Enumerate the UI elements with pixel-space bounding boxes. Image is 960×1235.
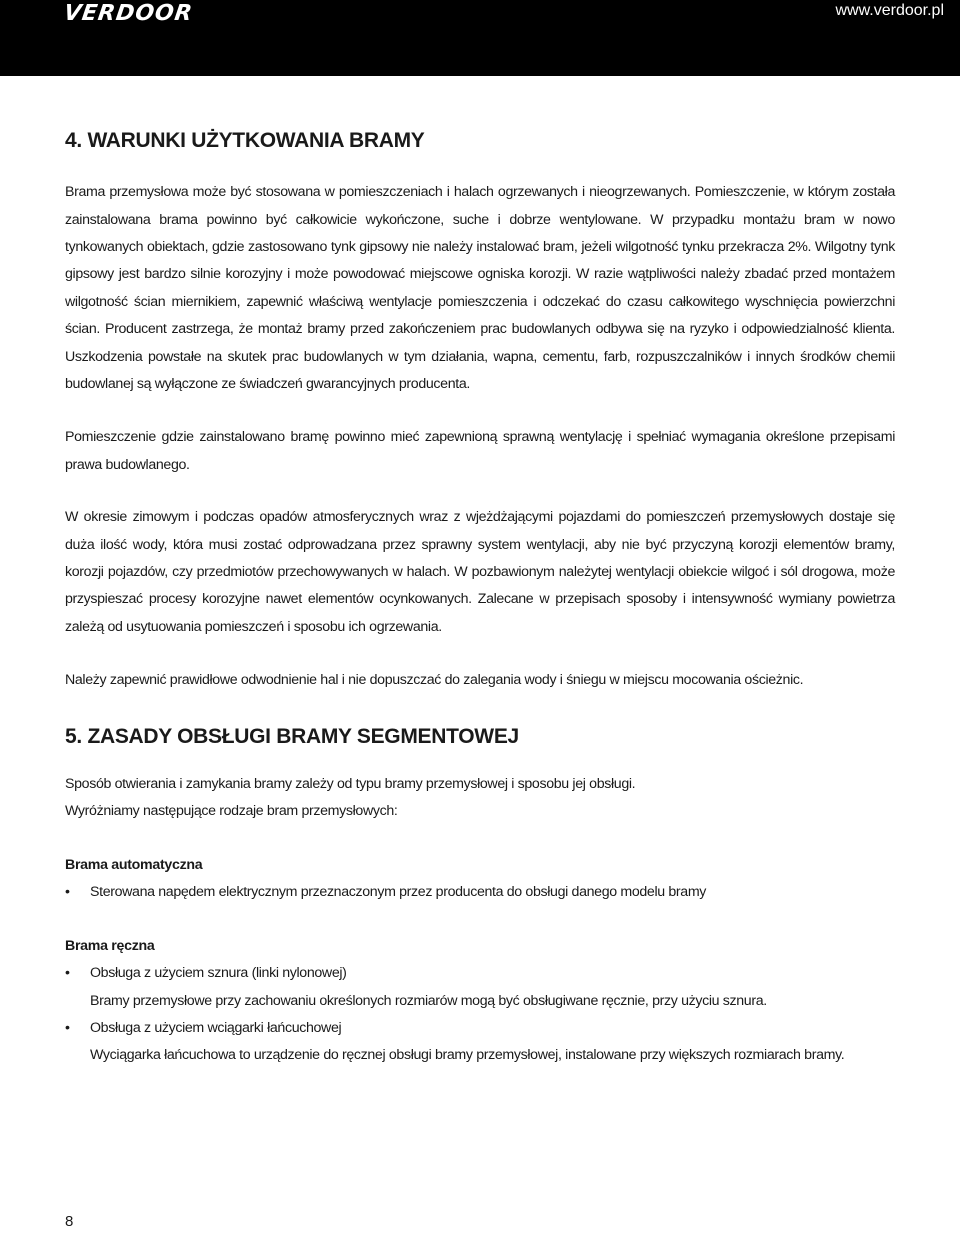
- list-item: [65, 879, 895, 906]
- site-url: www.verdoor.pl: [835, 2, 944, 19]
- list-item-description: Wyciągarka łańcuchowa to urządzenie do ręcznej obsługi bramy przemysłowej, instalowane przy większych rozmiarach bramy.: [90, 1047, 845, 1064]
- header-bar: [0, 0, 960, 76]
- bullet-icon: •: [65, 1019, 70, 1036]
- list-item-description: Bramy przemysłowe przy zachowaniu określonych rozmiarów mogą być obsługiwane ręcznie, przy użyciu sznura.: [90, 992, 767, 1009]
- verdoor-logo: [64, 0, 193, 26]
- bullet-icon: •: [65, 965, 70, 982]
- manual-gate-heading: Brama ręczna: [65, 938, 155, 955]
- list-item: [65, 960, 895, 1015]
- section-5-intro-line-1: Sposób otwierania i zamykania bramy zależy od typu bramy przemysłowej i sposobu jej obsługi.: [65, 775, 636, 792]
- logo-text: VERDOOR: [62, 0, 195, 26]
- automatic-gate-heading: Brama automatyczna: [65, 856, 203, 873]
- bullet-icon: •: [65, 883, 70, 900]
- section-4-paragraph-1: Brama przemysłowa może być stosowana w pomieszczeniach i halach ogrzewanych i nieogrzewanych. Pomieszczenie, w którym została zainstalowana brama powinno być całkowicie wykończone, suche i dobrze wentylowane. W przypadku montażu bram w nowo tynkowanych obiektach, gdzie zastosowano tynk gipsowy nie należy instalować bram, jeżeli wilgotność tynku przekracza 2%. Wilgotny tynk gipsowy jest bardzo silnie korozyjny i może powodować miejscowe ogniska korozji. W razie wątpliwości należy zbadać przed montażem wilgotność ścian miernikiem, zapewnić właściwą wentylacje pomieszczenia i odczekać do czasu całkowitego wyschnięcia powierzchni ścian. Producent zastrzega, że montaż bramy przed zakończeniem prac budowlanych odbywa się na ryzyko i odpowiedzialność klienta. Uszkodzenia powstałe na skutek prac budowlanych w tym działania, wapna, cementu, farb, rozpuszczalników i innych środków chemii budowlanej są wyłączone ze świadczeń gwarancyjnych producenta.: [65, 184, 895, 393]
- page-number: 8: [65, 1213, 74, 1230]
- list-item-label: Obsługa z użyciem sznura (linki nylonowej): [90, 965, 347, 982]
- section-4-title: 4. WARUNKI UŻYTKOWANIA BRAMY: [65, 129, 425, 152]
- automatic-gate-list: [65, 879, 895, 906]
- list-item-label: Obsługa z użyciem wciągarki łańcuchowej: [90, 1019, 342, 1036]
- section-5-title: 5. ZASADY OBSŁUGI BRAMY SEGMENTOWEJ: [65, 724, 519, 748]
- page-content: [65, 128, 895, 1070]
- manual-gate-list: [65, 960, 895, 1070]
- section-4-paragraph-3: W okresie zimowym i podczas opadów atmosferycznych wraz z wjeżdżającymi pojazdami do pomieszczeń przemysłowych dostaje się duża ilość wody, która musi zostać odprowadzana przez sprawny system wentylacji, aby nie być przyczyną korozji elementów bramy, korozji pojazdów, czy przedmiotów przechowywanych w halach. W pozbawionym należytej wentylacji obiekcie wilgoć i sól drogowa, może przyspieszać procesy korozyjne nawet elementów ocynkowanych. Zalecane w przepisach sposoby i intensywność wymiany powietrza zależą od usytuowania pomieszczeń i sposobu ich ogrzewania.: [65, 509, 895, 635]
- section-5-intro-line-2: Wyróżniamy następujące rodzaje bram przemysłowych:: [65, 803, 398, 820]
- list-item-label: Sterowana napędem elektrycznym przeznaczonym przez producenta do obsługi danego modelu bramy: [90, 883, 707, 900]
- section-4-paragraph-2: Pomieszczenie gdzie zainstalowano bramę powinno mieć zapewnioną sprawną wentylację i spełniać wymagania określone przepisami prawa budowlanego.: [65, 429, 895, 473]
- section-4-paragraph-4: Należy zapewnić prawidłowe odwodnienie hal i nie dopuszczać do zalegania wody i śniegu w miejscu mocowania ościeżnic.: [65, 672, 804, 689]
- list-item: [65, 1015, 895, 1070]
